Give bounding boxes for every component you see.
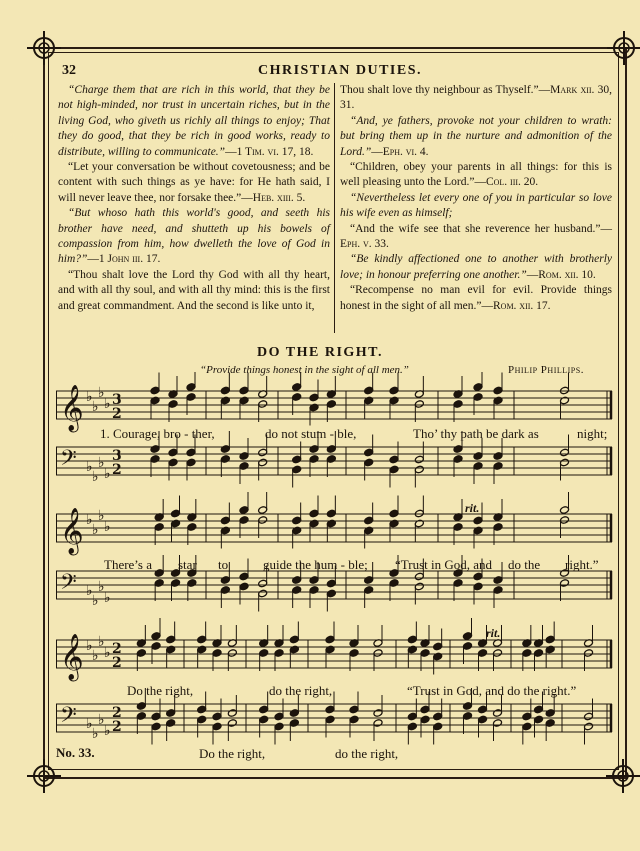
scripture-paragraph — [340, 252, 612, 283]
note-head — [414, 572, 424, 581]
note-head — [227, 649, 237, 658]
note-head — [389, 386, 399, 395]
ritardando-mark: rit. — [486, 626, 501, 640]
scripture-text: “Nevertheless let every one of you in particular so love his wife even as himself; — [340, 191, 612, 220]
note-head — [151, 712, 161, 721]
note-head — [168, 458, 178, 467]
flat-sign-icon: ♭ — [104, 466, 111, 482]
note-head — [364, 458, 374, 467]
note-head — [220, 445, 230, 454]
scripture-reference: —1 Tim. vi. 17, 18. — [225, 145, 314, 158]
note-head — [212, 712, 222, 721]
note-head — [414, 400, 424, 409]
scripture-paragraph — [340, 283, 612, 314]
note-head — [560, 396, 570, 405]
note-head — [463, 712, 473, 721]
note-head — [560, 579, 570, 588]
note-head — [433, 712, 443, 721]
note-head — [186, 458, 196, 467]
note-head — [259, 649, 269, 658]
scripture-columns — [58, 83, 618, 338]
note-head — [414, 509, 424, 518]
left-column — [58, 83, 330, 314]
note-head — [258, 516, 268, 525]
note-head — [414, 519, 424, 528]
scripture-paragraph — [58, 160, 330, 206]
scripture-paragraph — [58, 206, 330, 268]
note-head — [545, 719, 555, 728]
page-header — [60, 63, 620, 81]
note-head — [239, 516, 249, 525]
note-head — [258, 400, 268, 409]
note-head — [433, 722, 443, 731]
flat-sign-icon: ♭ — [92, 399, 99, 415]
note-head — [136, 712, 146, 721]
note-head — [389, 396, 399, 405]
scripture-text: “And the wife see that she reverence her husband.” — [350, 222, 601, 235]
note-head — [560, 458, 570, 467]
lyric-fragment: guide the hum - ble; — [263, 557, 368, 572]
bass-clef-icon: 𝄢 — [60, 446, 77, 476]
time-signature-top: 2 — [112, 641, 122, 657]
flat-sign-icon: ♭ — [98, 455, 105, 471]
scripture-text: “Be kindly affectioned one to another with brotherly love; in honour preferring one another.” — [340, 253, 612, 281]
flat-sign-icon: ♭ — [104, 519, 111, 535]
flat-sign-icon: ♭ — [98, 579, 105, 595]
note-head — [389, 455, 399, 464]
note-head — [534, 705, 544, 714]
treble-clef-icon: 𝄞 — [60, 385, 84, 431]
lyric-fragment: to — [218, 557, 229, 572]
right-column — [340, 83, 612, 314]
note-head — [463, 642, 473, 651]
note-head — [420, 715, 430, 724]
note-head — [258, 579, 268, 588]
note-head — [473, 572, 483, 581]
note-head — [453, 523, 463, 532]
scripture-paragraph — [340, 83, 612, 114]
flat-sign-icon: ♭ — [104, 723, 111, 739]
note-head — [309, 509, 319, 518]
note-head — [364, 586, 374, 595]
note-head — [171, 579, 181, 588]
note-head — [326, 445, 336, 454]
scripture-paragraph — [340, 191, 612, 222]
time-signature-bottom: 2 — [112, 462, 122, 478]
note-head — [220, 586, 230, 595]
scripture-reference: —Eph. vi. 4. — [371, 145, 429, 158]
note-head — [309, 455, 319, 464]
scripture-text: Thou shalt love thy neighbour as Thyself.” — [340, 84, 539, 96]
corner-ornament-top-right — [607, 31, 640, 65]
note-head — [453, 455, 463, 464]
note-head — [373, 719, 383, 728]
page-number: 32 — [62, 63, 76, 78]
note-head — [186, 448, 196, 457]
note-head — [389, 465, 399, 474]
note-head — [326, 509, 336, 518]
note-head — [309, 393, 319, 402]
scripture-paragraph — [340, 114, 612, 160]
note-head — [258, 589, 268, 598]
flat-sign-icon: ♭ — [98, 712, 105, 728]
note-head — [560, 448, 570, 457]
note-head — [433, 642, 443, 651]
note-head — [493, 462, 503, 471]
note-head — [534, 715, 544, 724]
note-head — [414, 465, 424, 474]
note-head — [150, 455, 160, 464]
note-head — [522, 649, 532, 658]
scripture-text: “Charge them that are rich in this world, that they be not high-minded, nor trust in uncertain riches, but in the living God, who giveth us richly all things to enjoy; That they do good, that they be rich in good works, ready to distribute, willing to communicate.” — [58, 84, 330, 158]
lyric-fragment: do the — [508, 557, 541, 572]
lyric-fragment: star — [178, 557, 197, 572]
flat-sign-icon: ♭ — [86, 459, 93, 475]
note-head — [258, 448, 268, 457]
note-head — [493, 709, 503, 718]
scripture-text: “Recompense no man evil for evil. Provide things honest in the sight of all men.” — [340, 284, 612, 312]
note-head — [473, 526, 483, 535]
note-head — [292, 383, 302, 392]
note-head — [364, 386, 374, 395]
song-title: DO THE RIGHT. — [257, 345, 383, 360]
note-head — [259, 715, 269, 724]
note-head — [274, 649, 284, 658]
note-head — [349, 715, 359, 724]
note-head — [309, 403, 319, 412]
lyric-fragment: right.” — [565, 557, 599, 572]
bass-clef-icon: 𝄢 — [60, 570, 77, 600]
note-head — [166, 719, 176, 728]
note-head — [326, 519, 336, 528]
note-head — [274, 722, 284, 731]
ritardando-mark: rit. — [465, 501, 480, 515]
note-head — [220, 526, 230, 535]
flat-sign-icon: ♭ — [92, 593, 99, 609]
note-head — [493, 523, 503, 532]
treble-clef-icon: 𝄞 — [60, 634, 84, 680]
note-head — [478, 705, 488, 714]
note-head — [545, 645, 555, 654]
flat-sign-icon: ♭ — [92, 469, 99, 485]
note-head — [309, 445, 319, 454]
note-head — [187, 579, 197, 588]
note-head — [220, 386, 230, 395]
flat-sign-icon: ♭ — [104, 645, 111, 661]
flat-sign-icon: ♭ — [92, 648, 99, 664]
note-head — [364, 516, 374, 525]
note-head — [349, 649, 359, 658]
note-head — [584, 712, 594, 721]
lyric-fragment: do the right, — [335, 746, 399, 761]
note-head — [453, 400, 463, 409]
lyric-fragment: “Trust in God, and do the right.” — [407, 683, 577, 698]
note-head — [227, 719, 237, 728]
scripture-reference: —Mark xii. 30, 31. — [340, 84, 612, 112]
note-head — [414, 455, 424, 464]
note-head — [522, 712, 532, 721]
note-head — [220, 455, 230, 464]
note-head — [473, 452, 483, 461]
time-signature-bottom: 2 — [112, 655, 122, 671]
note-head — [289, 635, 299, 644]
note-head — [407, 635, 417, 644]
note-head — [493, 452, 503, 461]
note-head — [364, 526, 374, 535]
lyric-fragment: night; — [577, 426, 608, 441]
note-head — [473, 582, 483, 591]
flat-sign-icon: ♭ — [86, 389, 93, 405]
note-head — [289, 709, 299, 718]
note-head — [463, 702, 473, 711]
scripture-text: “And, ye fathers, provoke not your children to wrath: but bring them up in the nurture and admonition of the Lord.” — [340, 114, 612, 158]
flat-sign-icon: ♭ — [86, 512, 93, 528]
note-head — [420, 705, 430, 714]
note-head — [197, 705, 207, 714]
note-head — [325, 705, 335, 714]
note-head — [292, 455, 302, 464]
flat-sign-icon: ♭ — [92, 726, 99, 742]
note-head — [453, 445, 463, 454]
lyric-fragment: do the right, — [269, 683, 333, 698]
note-head — [389, 579, 399, 588]
time-signature-top: 2 — [112, 705, 122, 721]
flat-sign-icon: ♭ — [98, 634, 105, 650]
note-head — [473, 462, 483, 471]
scripture-text: “But whoso hath this world's good, and seeth his brother have need, and shutteth up his bowels of compassion from him, how dwelleth the love of God in him?” — [58, 207, 330, 266]
lyric-fragment: do not stum - ble, — [265, 426, 357, 441]
composer-name: Philip Phillips. — [508, 364, 584, 376]
note-head — [364, 448, 374, 457]
note-head — [186, 393, 196, 402]
note-head — [364, 576, 374, 585]
note-head — [220, 576, 230, 585]
note-head — [473, 383, 483, 392]
note-head — [150, 396, 160, 405]
scripture-reference: —Rom. xii. 10. — [526, 268, 596, 281]
note-head — [364, 396, 374, 405]
note-head — [560, 516, 570, 525]
flat-sign-icon: ♭ — [92, 522, 99, 538]
note-head — [389, 519, 399, 528]
note-head — [463, 632, 473, 641]
note-head — [478, 649, 488, 658]
note-head — [309, 586, 319, 595]
note-head — [166, 635, 176, 644]
note-head — [239, 386, 249, 395]
note-head — [150, 445, 160, 454]
lyric-fragment: “Trust in God, and — [395, 557, 493, 572]
scripture-reference: —Eph. v. 33. — [340, 222, 612, 251]
flat-sign-icon: ♭ — [104, 396, 111, 412]
note-head — [560, 506, 570, 515]
note-head — [309, 519, 319, 528]
scripture-reference: —Rom. xii. 17. — [481, 299, 551, 312]
note-head — [453, 579, 463, 588]
note-head — [326, 455, 336, 464]
song-subtitle: “Provide things honest in the sight of all men.” — [200, 364, 409, 376]
note-head — [493, 649, 503, 658]
note-head — [154, 579, 164, 588]
note-head — [197, 715, 207, 724]
note-head — [292, 576, 302, 585]
lyric-fragment: 1. Courage, bro - ther, — [100, 426, 215, 441]
note-head — [239, 582, 249, 591]
note-head — [493, 396, 503, 405]
note-head — [239, 462, 249, 471]
note-head — [220, 516, 230, 525]
note-head — [325, 635, 335, 644]
note-head — [197, 635, 207, 644]
scripture-paragraph — [58, 83, 330, 160]
note-head — [258, 506, 268, 515]
lyric-fragment: Do the right, — [199, 746, 266, 761]
note-head — [150, 386, 160, 395]
note-head — [136, 649, 146, 658]
scripture-text: “Let your conversation be without covetousness; and be content with such things as ye have: for He hath said, I will never leave thee, nor forsake thee.” — [58, 161, 330, 204]
note-head — [171, 509, 181, 518]
lyric-fragment: Tho’ thy path be dark as — [413, 426, 539, 441]
lyric-fragment: Do the right, — [127, 683, 194, 698]
note-head — [584, 649, 594, 658]
flat-sign-icon: ♭ — [86, 716, 93, 732]
column-divider — [334, 83, 335, 333]
scripture-reference: —Col. iii. 20. — [474, 176, 539, 189]
note-head — [171, 519, 181, 528]
scripture-reference: —Heb. xiii. 5. — [241, 191, 306, 204]
note-head — [168, 400, 178, 409]
note-head — [473, 393, 483, 402]
note-head — [136, 702, 146, 711]
note-head — [478, 715, 488, 724]
note-head — [433, 652, 443, 661]
scripture-reference: —1 John iii. 17. — [87, 253, 161, 266]
lyric-fragment: There’s a — [104, 557, 153, 572]
song-number: No. 33. — [56, 745, 95, 760]
note-head — [309, 576, 319, 585]
note-head — [220, 396, 230, 405]
note-head — [292, 586, 302, 595]
flat-sign-icon: ♭ — [98, 385, 105, 401]
running-title: CHRISTIAN DUTIES. — [258, 63, 422, 78]
note-head — [289, 645, 299, 654]
note-head — [227, 709, 237, 718]
note-head — [292, 393, 302, 402]
note-head — [545, 635, 555, 644]
note-head — [373, 649, 383, 658]
note-head — [289, 719, 299, 728]
note-head — [493, 386, 503, 395]
note-head — [239, 452, 249, 461]
scripture-paragraph — [58, 268, 330, 314]
note-head — [292, 516, 302, 525]
scripture-text: “Children, obey your parents in all things: for this is well pleasing unto the Lord.” — [340, 161, 612, 189]
treble-clef-icon: 𝄞 — [60, 508, 84, 554]
note-head — [407, 645, 417, 654]
note-head — [197, 645, 207, 654]
note-head — [187, 523, 197, 532]
note-head — [168, 448, 178, 457]
time-signature-top: 3 — [112, 392, 122, 408]
flat-sign-icon: ♭ — [86, 583, 93, 599]
note-head — [560, 386, 570, 395]
note-head — [239, 506, 249, 515]
note-head — [186, 383, 196, 392]
note-head — [325, 715, 335, 724]
note-head — [166, 709, 176, 718]
note-head — [154, 569, 164, 578]
note-head — [151, 632, 161, 641]
note-head — [166, 645, 176, 654]
note-head — [407, 722, 417, 731]
note-head — [373, 709, 383, 718]
note-head — [407, 712, 417, 721]
note-head — [326, 400, 336, 409]
note-head — [259, 705, 269, 714]
scripture-paragraph — [340, 160, 612, 191]
flat-sign-icon: ♭ — [104, 590, 111, 606]
note-head — [258, 458, 268, 467]
note-head — [325, 645, 335, 654]
corner-ornament-top-left — [27, 31, 61, 65]
note-head — [414, 582, 424, 591]
flat-sign-icon: ♭ — [86, 638, 93, 654]
note-head — [151, 722, 161, 731]
note-head — [584, 722, 594, 731]
note-head — [545, 709, 555, 718]
note-head — [522, 722, 532, 731]
scripture-paragraph — [340, 222, 612, 253]
time-signature-bottom: 2 — [112, 719, 122, 735]
bass-clef-icon: 𝄢 — [60, 703, 77, 733]
note-head — [239, 572, 249, 581]
scripture-text: “Thou shalt love the Lord thy God with all thy heart, and with all thy soul, and with all thy mind: this is the first and great commandment. And the second is like unto it, — [58, 268, 330, 312]
note-head — [326, 579, 336, 588]
note-head — [389, 509, 399, 518]
note-head — [349, 705, 359, 714]
note-head — [534, 649, 544, 658]
note-head — [420, 649, 430, 658]
note-head — [154, 523, 164, 532]
note-head — [493, 586, 503, 595]
note-head — [274, 712, 284, 721]
note-head — [473, 516, 483, 525]
note-head — [151, 642, 161, 651]
note-head — [292, 465, 302, 474]
note-head — [493, 719, 503, 728]
note-head — [326, 589, 336, 598]
note-head — [212, 722, 222, 731]
note-head — [292, 526, 302, 535]
note-head — [239, 396, 249, 405]
time-signature-bottom: 2 — [112, 406, 122, 422]
time-signature-top: 3 — [112, 448, 122, 464]
note-head — [212, 649, 222, 658]
note-head — [493, 576, 503, 585]
flat-sign-icon: ♭ — [98, 508, 105, 524]
